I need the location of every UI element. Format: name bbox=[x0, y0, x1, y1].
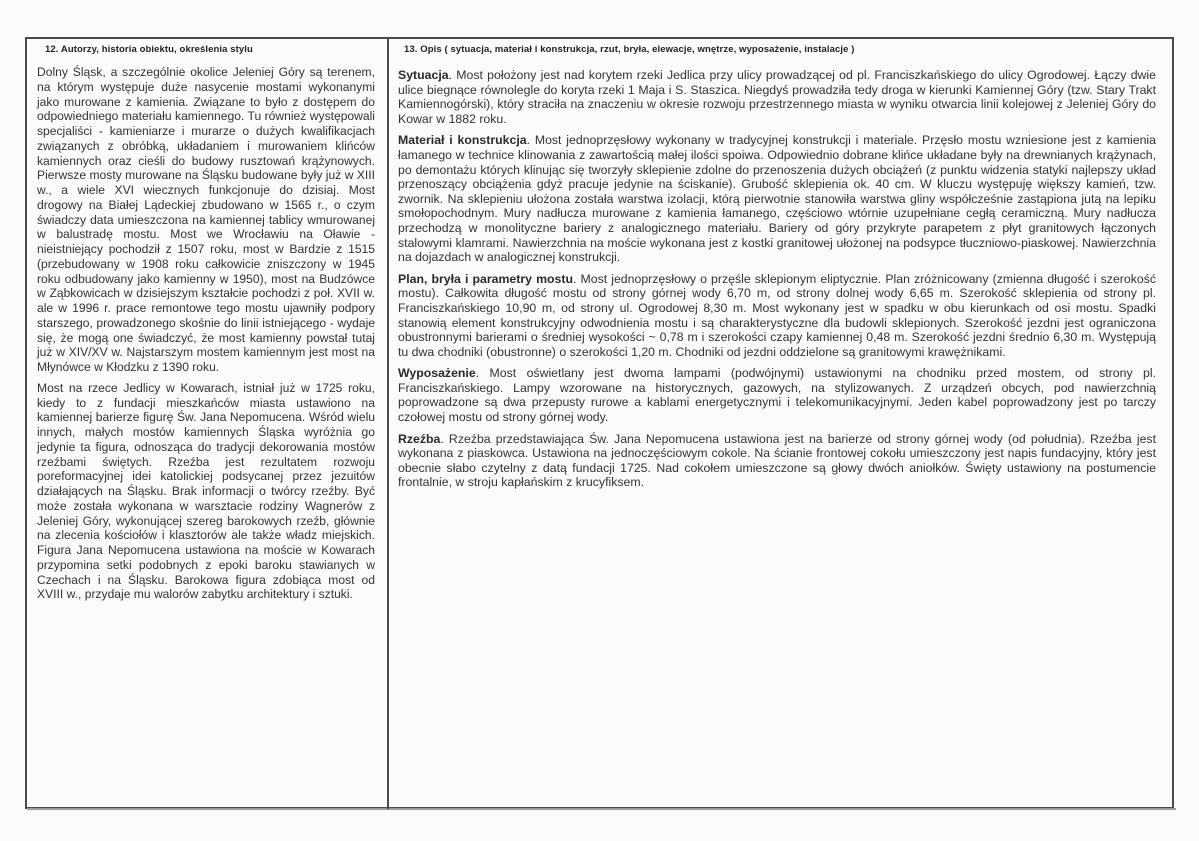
equipment-label: Wyposażenie bbox=[398, 366, 476, 381]
section-13-heading: 13. Opis ( sytuacja, materiał i konstrukcja, rzut, bryła, elewacje, wnętrze, wyposażenie, instalacje ) bbox=[404, 44, 855, 55]
description-situation bbox=[398, 68, 1156, 126]
sculpture-text: . Rzeźba przedstawiająca Św. Jana Nepomucena ustawiona jest na barierze od strony górnej wody (od południa). Rzeźba jest wykonana z piaskowca. Ustawiona na jednoczęściowym cokole. Na ścianie frontowej cokołu umieszczony jest napis fundacyjny, który jest obecnie słabo czytelny z datą fundacji 1725. Nad cokołem umieszczone są głowy dwóch aniołków. Święty ustawiony na postumencie frontalnie, w stroju kapłańskim z krucyfiksem. bbox=[398, 431, 1156, 490]
section-12-column bbox=[37, 44, 375, 608]
plan-label: Plan, bryła i parametry mostu bbox=[398, 271, 573, 286]
plan-text: . Most jednoprzęsłowy o przęśle sklepionym eliptycznie. Plan zróżnicowany (zmienna długość i szerokość mostu). Całkowita długość mostu od strony górnej wody 6,70 m, od strony dolnej wody 6,65 m. Szerokość sklepienia od strony pl. Franciszkańskiego 10,90 m, od strony ul. Ogrodowej 8,30 m. Most wykonany jest w spadku w obu kierunkach od osi mostu. Spadki stanowią element konstrukcyjny odwodnienia mostu i są charakterystyczne dla budowli sklepionych. Szerokość jezdni jest ograniczona obustronnymi barierami o średniej wysokości ~ 0,78 m i szerokości czapy kamiennej 0,48 m. Szerokość jezdni średnio 6,30 m. Występują tu dwa chodniki (obustronne) o szerokości 1,20 m. Chodniki od jezdni oddzielone są granitowymi krawężnikami. bbox=[398, 271, 1156, 359]
situation-text: . Most położony jest nad korytem rzeki Jedlica przy ulicy prowadzącej od pl. Franciszkańskiego do ulicy Ogrodowej. Łączy dwie ulice biegnące równolegle do koryta rzeki 1 Maja i S. Staszica. Niegdyś prowadziła tedy droga w kierunki Kamiennej Góry (tzw. Stary Trakt Kamiennogórski), który straciła na znaczeniu w okresie rozwoju przestrzennego miasta w wyniku otwarcia linii kolejowej z Jeleniej Góry do Kowar w 1882 roku. bbox=[398, 68, 1156, 126]
description-equipment bbox=[398, 366, 1156, 424]
description-sculpture bbox=[398, 432, 1156, 490]
history-paragraph-2: Most na rzece Jedlicy w Kowarach, istniał już w 1725 roku, kiedy to z fundacji mieszkańców miasta ustawiono na kamiennej barierze figurę Św. Jana Nepomucena. Wśród wielu innych, małych mostów kamiennych Śląska wyróżnia go jedynie ta figura, odnosząca do tradycji dekorowania mostów rzeźbami świętych. Rzeźba jest rezultatem rozwoju poreformacyjnej idei katolickiej podsycanej przez jezuitów działających na Śląsku. Brak informacji o twórcy rzeźby. Być może została wykonana w warsztacie rodziny Wagnerów z Jeleniej Góry, wykonującej szereg barokowych rzeźb, głównie na zlecenia kościołów i klasztorów ale także władz miejskich. Figura Jana Nepomucena ustawiona na moście w Kowarach przypomina setki podobnych z epoki baroku stawianych w Czechach i na Śląsku. Barokowa figura zdobiąca most od XVIII w., przydaje mu walorów zabytku architektury i sztuki. bbox=[37, 380, 375, 602]
section-13-column bbox=[398, 44, 1156, 497]
sculpture-label: Rzeźba bbox=[398, 431, 441, 446]
situation-label: Sytuacja bbox=[398, 68, 449, 82]
material-text: . Most jednoprzęsłowy wykonany w tradycyjnej konstrukcji i materiale. Przęsło mostu wzniesione jest z kamienia łamanego w technice klinowania z zawartością małej ilości spoiwa. Odpowiednio dobrane klińce układane były na drewnianych krążynach, po demontażu których klinując się tworzyły sklepienie zdolne do przenoszenia dużych obciążeń (z punktu widzenia statyki najlepszy układ przenoszący obciążenia gdyż pracuje jedynie na ściskanie). Grubość sklepienia ok. 40 cm. W kluczu występuję większy kamień, tzw. zwornik. Na sklepieniu ułożona została warstwa izolacji, którą pierwotnie stanowiła warstwa gliny współcześnie zastąpiona jutą na lepiku smołopochodnym. Mury nadłucza murowane z kamienia łamanego, częściowo wtórnie uzupełniane cegłą ceramiczną. Mury nadłucza przechodzą w monolityczne bariery z analogicznego materiału. Bariery od góry przykryte parapetem z płyt granitowych łączonych stalowymi klamrami. Nawierzchnia na moście wykonana jest z kostki granitowej ułożonej na podsypce tłuczniowo-piaskowej. Nawierzchnia na dojazdach w analogicznej konstrukcji. bbox=[398, 133, 1156, 265]
material-label: Materiał i konstrukcja bbox=[398, 133, 527, 148]
description-material bbox=[398, 133, 1156, 264]
equipment-text: . Most oświetlany jest dwoma lampami (podwójnymi) ustawionymi na chodniku przed mostem, od strony pl. Franciszkańskiego. Lampy wzorowane na historycznych, gazowych, na stylizowanych. Z urządzeń obcych, pod nawierzchnią poprowadzone są dwa przepusty rurowe a kablami energetycznymi i telekomunikacyjnymi. Jeden kabel poprowadzony jest po tarczy czołowej mostu od strony górnej wody. bbox=[398, 366, 1156, 425]
description-plan bbox=[398, 272, 1156, 360]
frame-shadow bbox=[27, 808, 1176, 810]
history-paragraph-1: Dolny Śląsk, a szczególnie okolice Jeleniej Góry są terenem, na którym występuje duże nasycenie mostami wykonanymi jako murowane z kamienia. Związane to było z dostępem do odpowiedniego materiału kamiennego. Tu również występowali specjaliści - kamieniarze i murarze o dużych kwalifikacjach związanych z obróbką, układaniem i murowaniem klińców kamiennych oraz cieśli do budowy rusztowań krążynowych. Pierwsze mosty murowane na Śląsku budowane były już w XIII w., a wiele XVI wiecznych funkcjonuje do dzisiaj. Most drogowy na Białej Lądeckiej zbudowano w 1565 r., o czym świadczy data umieszczona na kamiennej tablicy wmurowanej w balustradę mostu. Most we Wrocławiu na Oławie - nieistniejący pochodził z 1507 roku, most w Bardzie z 1515 (przebudowany w 1908 roku całkowicie zniszczony w 1945 roku odbudowany jako kamienny w 1950), most na Budzówce w Ząbkowicach w dzisiejszym kształcie pochodzi z poł. XVII w. ale w 1996 r. prace remontowe tego mostu ujawniły podpory starszego, prowadzonego skośnie do linii istniejącego - wydaje się, że mogą one świadczyć, że most kamienny powstał tutaj już w XIV/XV w. Najstarszym mostem kamiennym jest most na Młynówce w Kłodzku z 1390 roku. bbox=[37, 65, 375, 374]
column-divider bbox=[387, 37, 389, 809]
section-12-heading: 12. Autorzy, historia obiektu, określenia stylu bbox=[45, 44, 253, 55]
